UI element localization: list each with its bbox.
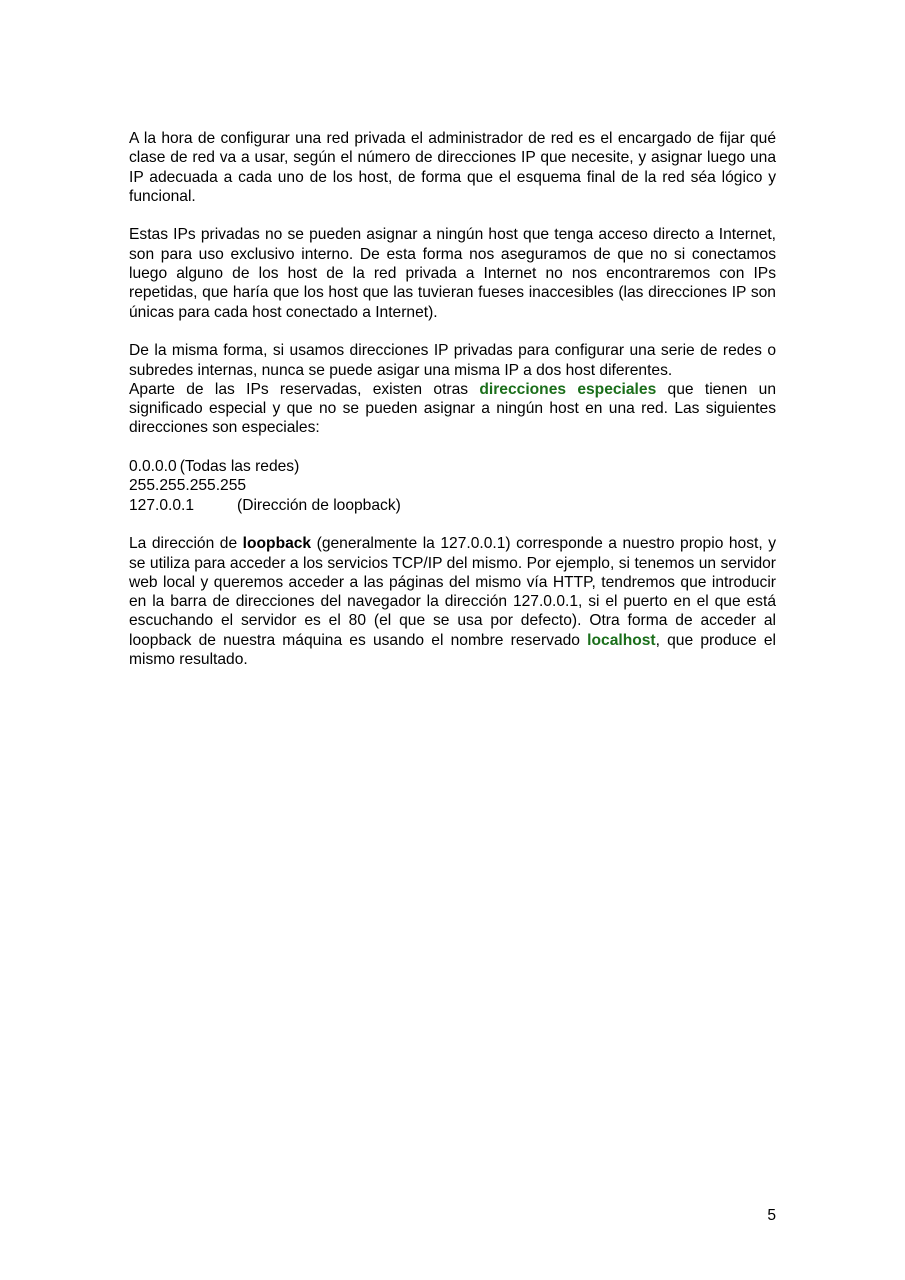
address-ip: 0.0.0.0 [129,458,177,476]
highlight-special-addresses: direcciones especiales [479,380,657,398]
address-row [129,457,776,476]
bold-loopback: loopback [242,535,312,553]
page-number: 5 [767,1207,776,1224]
paragraph-loopback [129,534,776,669]
text-segment: , que produce el mismo resultado. [129,631,776,669]
text-segment: (generalmente la 127.0.0.1) corresponde a nuestro propio host, y se utiliza para acceder a los servicios TCP/IP del mismo. Por ejemplo, si tenemos un servidor web local y queremos acceder a las páginas del mismo vía HTTP, tendremos que introducir en la barra de direcciones del navegador la dirección 127.0.0.1, si el puerto en el que está escuchando el servidor es el 80 (el que se usa por defecto). Otra forma de acceder al loopback de nuestra máquina es usando el nombre reservado [129,535,777,649]
address-description: (Dirección de loopback) [237,496,401,514]
paragraph-private-ips: Estas IPs privadas no se pueden asignar a ningún host que tenga acceso directo a Internet, son para uso exclusivo interno. De esta forma nos aseguramos de que no si conectamos luego alguno de los host de la red privada a Internet no nos encontraremos con IPs repetidas, que haría que los host que las tuvieran fueses inaccesibles (las direcciones IP son únicas para cada host conectado a Internet). [129,226,776,321]
text-segment: La dirección de [129,535,243,553]
paragraph-intro: A la hora de configurar una red privada el administrador de red es el encargado de fijar qué clase de red va a usar, según el número de direcciones IP que necesite, y asignar luego una IP adecuada a cada uno de los host, de forma que el esquema final de la red séa lógico y funcional. [129,130,776,205]
special-address-list [129,457,776,515]
address-row [129,496,776,515]
highlight-localhost: localhost [587,631,656,649]
paragraph-special-addresses [129,341,776,437]
document-body [129,129,776,689]
address-row [129,476,776,495]
text-segment: que tienen un significado especial y que no se pueden asignar a ningún host en una red. Las siguientes direcciones son especiales: [129,380,776,437]
address-description: (Todas las redes) [179,458,300,476]
address-ip: 127.0.0.1 [129,496,195,514]
paragraph-subnets-line: De la misma forma, si usamos direcciones IP privadas para configurar una serie de redes o subredes internas, nunca se puede asigar una misma IP a dos host diferentes. [129,342,776,379]
address-ip: 255.255.255.255 [129,477,247,495]
text-segment: Aparte de las IPs reservadas, existen otras [129,380,480,398]
